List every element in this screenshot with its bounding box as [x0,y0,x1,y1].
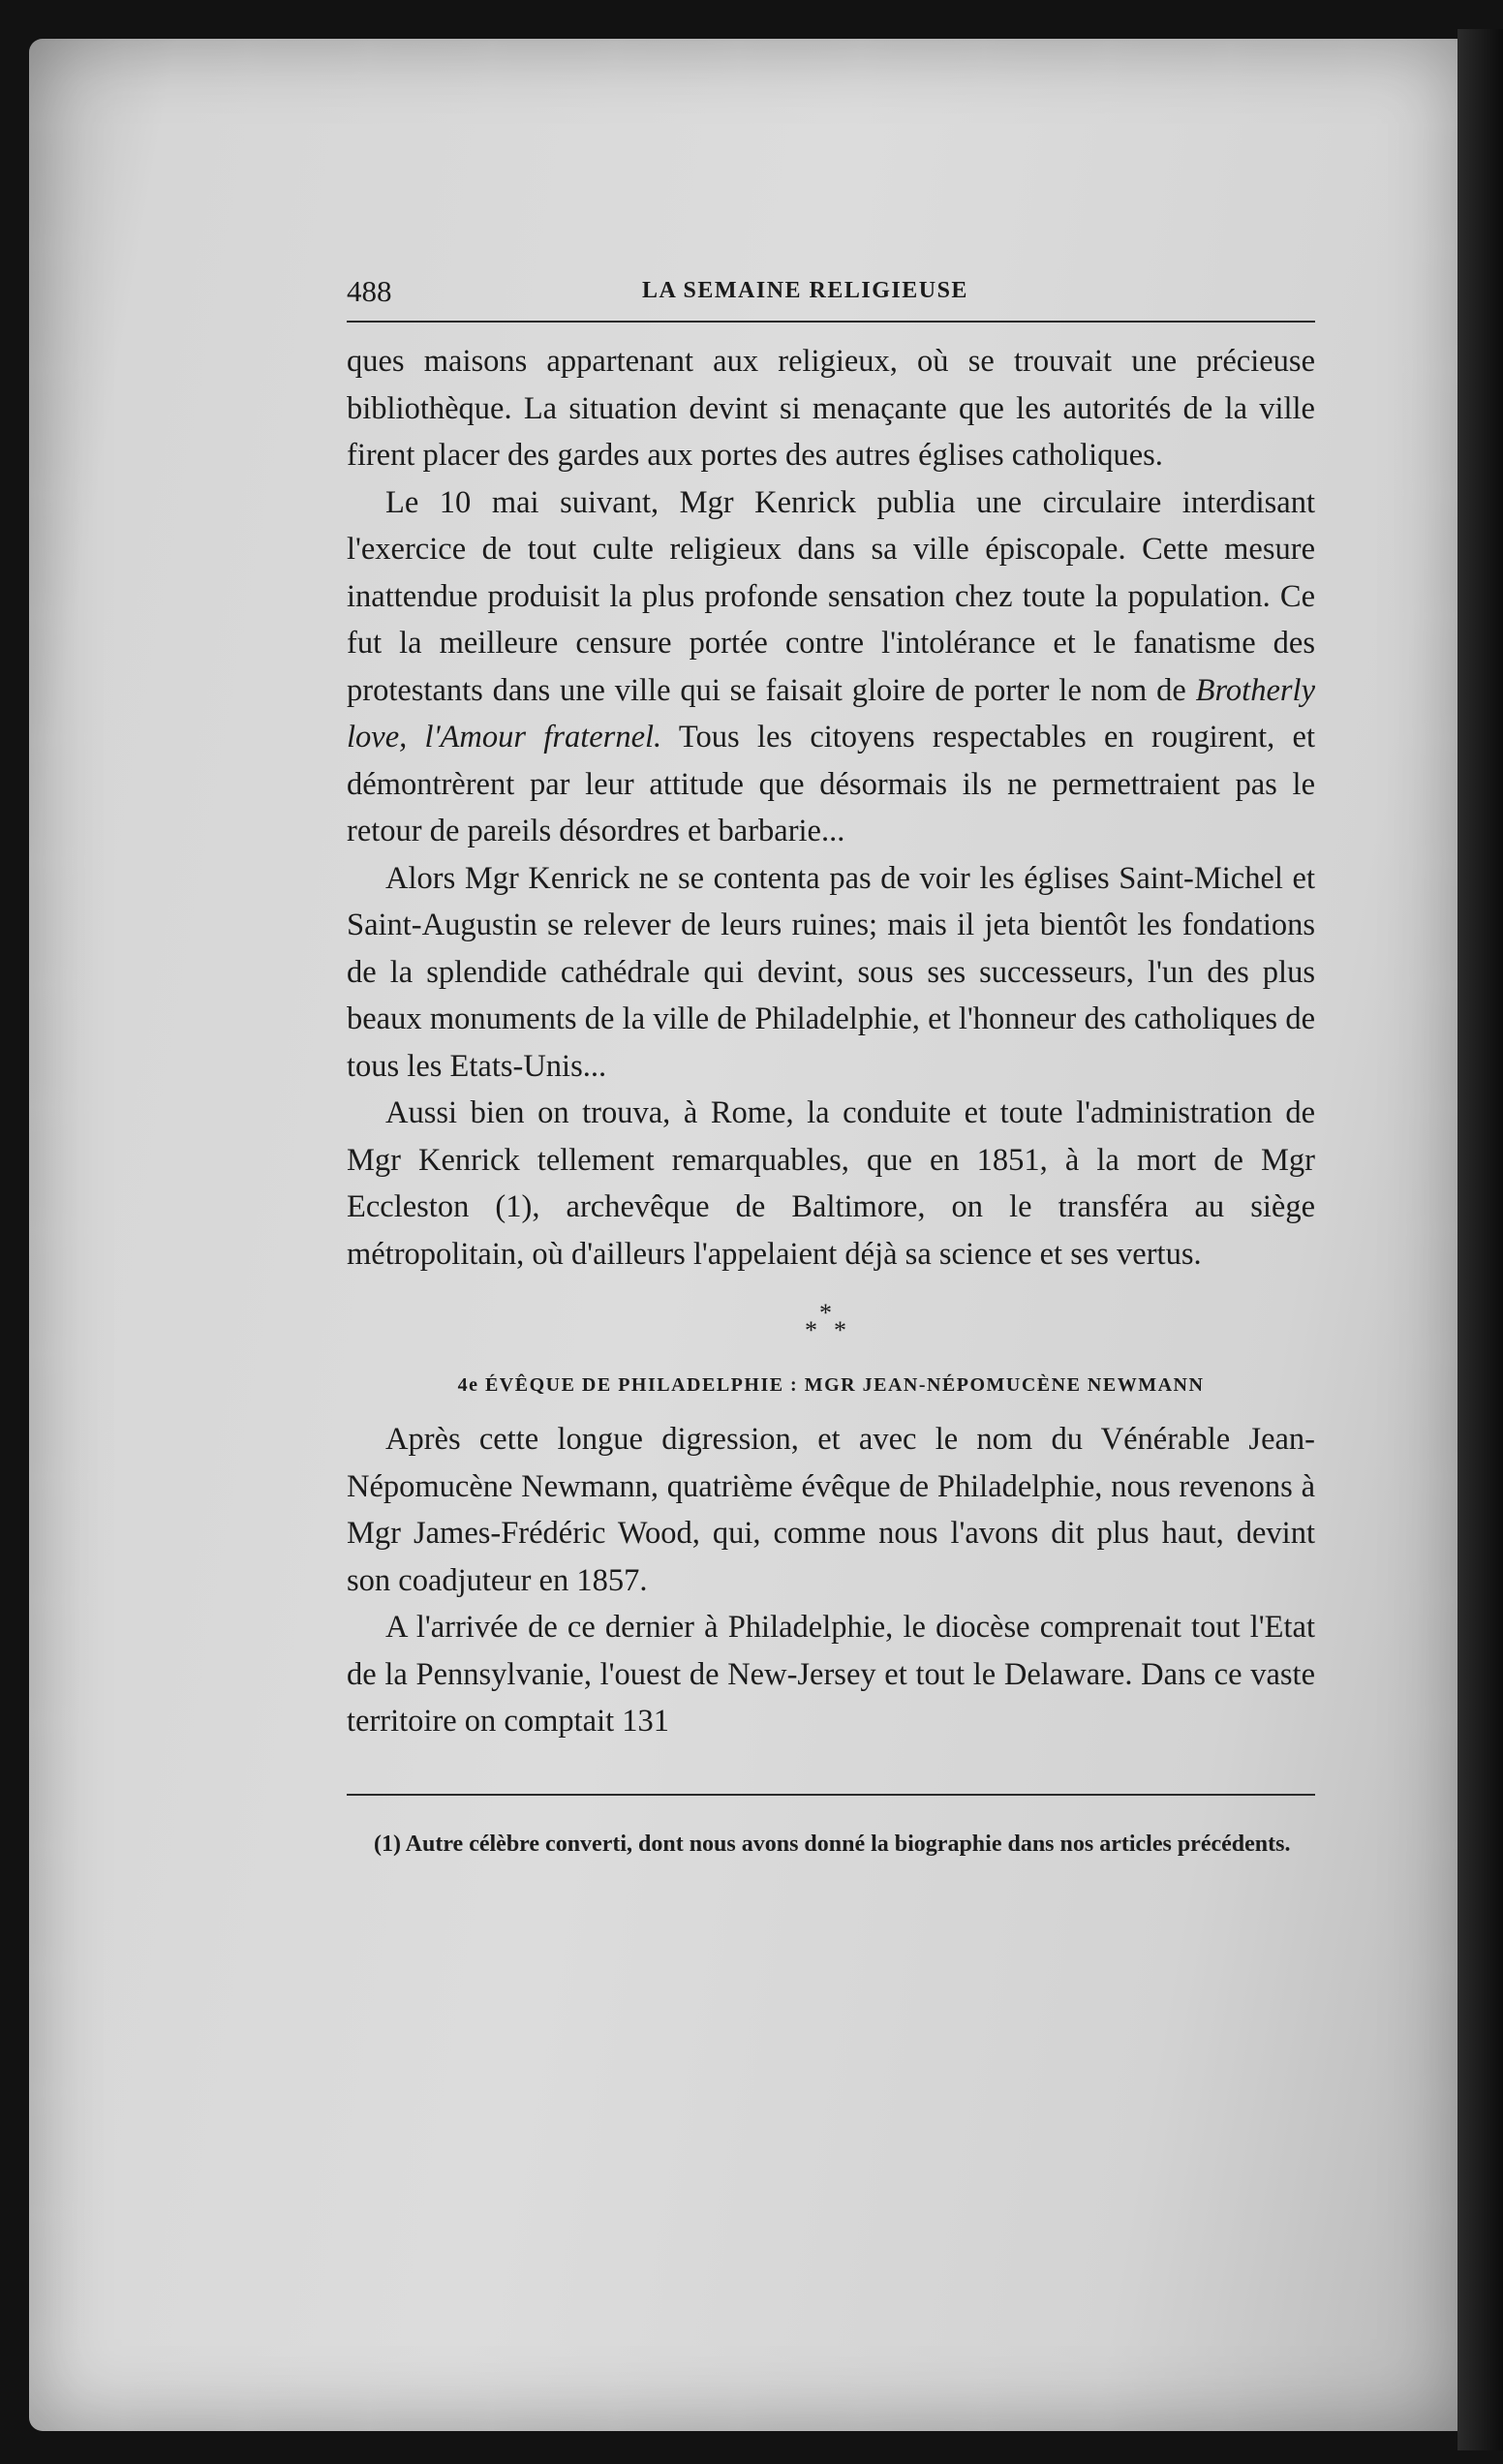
paragraph-circulaire-text: Le 10 mai suivant, Mgr Kenrick publia une circulaire interdisant l'exercice de tout culte religieux dans sa ville épiscopale. Cette mesure inattendue produisit la plus profonde sensation chez toute la population. Ce fut la meilleure censure portée contre l'intolérance et le fanatisme des protestants dans une ville qui se faisait gloire de porter le nom de [347,484,1315,708]
adjacent-page-edge [1457,29,1503,2450]
page-number: 488 [347,274,392,308]
footnote-divider [347,1794,1315,1796]
page-text-block [347,274,1315,1863]
paragraph-diocese: A l'arrivée de ce dernier à Philadelphie, le diocèse comprenait tout l'Etat de la Pennsylvanie, l'ouest de New-Jersey et tout le Delaware. Dans ce vaste territoire on comptait 131 [347,1610,1315,1739]
running-header [347,274,1315,323]
footnote: (1) Autre célèbre converti, dont nous avons donné la biographie dans nos articles précédents. [374,1831,1291,1857]
paragraph-continuation: ques maisons appartenant aux religieux, où se trouvait une précieuse bibliothèque. La situation devint si menaçante que les autorités de la ville firent placer des gardes aux portes des autres églises catholiques. [347,344,1315,473]
paragraph-circulaire [347,479,1315,855]
paragraph-baltimore: Aussi bien on trouva, à Rome, la conduite et toute l'administration de Mgr Kenrick tellement remarquables, que en 1851, à la mort de Mgr Eccleston (1), archevêque de Baltimore, on le transféra au siège métropolitain, où d'ailleurs l'appelaient déjà sa science et ses vertus. [347,1095,1315,1272]
paragraph-digression: Après cette longue digression, et avec le nom du Vénérable Jean-Népomucène Newmann, quatrième évêque de Philadelphie, nous revenons à Mgr James-Frédéric Wood, qui, comme nous l'avons dit plus haut, devint son coadjuteur en 1857. [347,1422,1315,1598]
paragraph-cathedrale: Alors Mgr Kenrick ne se contenta pas de voir les églises Saint-Michel et Saint-Augustin se relever de leurs ruines; mais il jeta bientôt les fondations de la splendide cathédrale qui devint, sous ses successeurs, l'un des plus beaux monuments de la ville de Philadelphie, et l'honneur des catholiques de tous les Etats-Unis... [347,860,1315,1084]
italic-brotherly-love: Brotherly love, l'Amour fraternel. [347,672,1315,755]
section-heading: 4e ÉVÊQUE DE PHILADELPHIE : MGR JEAN-NÉPOMUCÈNE NEWMANN [457,1374,1205,1396]
paragraph-citoyens-text: Tous les citoyens respectables en rougirent, et démontrèrent par leur attitude que désormais ils ne permettraient pas le retour de pareils désordres et barbarie... [347,720,1315,848]
running-title: LA SEMAINE RELIGIEUSE [642,278,968,303]
asterism-ornament: * * * [805,1299,846,1344]
